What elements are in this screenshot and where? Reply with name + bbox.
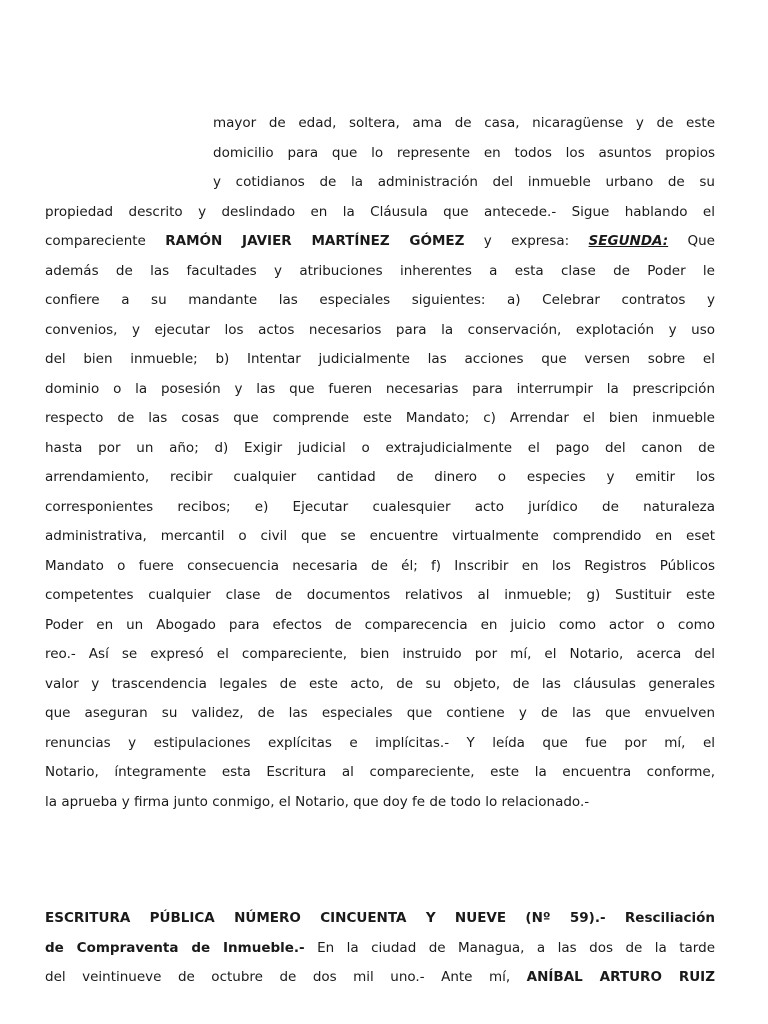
notary-name: ANÍBAL ARTURO RUIZ [526, 969, 715, 985]
text-line: Poder en un Abogado para efectos de comparecencia en juicio como actor o como [45, 617, 715, 633]
text-line: valor y trascendencia legales de este acto, de su objeto, de las cláusulas generales [45, 676, 715, 692]
text-fragment: y expresa: [483, 233, 570, 249]
text-fragment: compareciente [45, 233, 146, 249]
deed-heading-title: de Compraventa de Inmueble.- [45, 940, 305, 956]
text-line: mayor de edad, soltera, ama de casa, nicaragüense y de este [213, 115, 715, 131]
text-line: administrativa, mercantil o civil que se encuentre virtualmente comprendido en eset [45, 528, 715, 544]
text-line: convenios, y ejecutar los actos necesarios para la conservación, explotación y uso [45, 322, 715, 338]
text-line: renuncias y estipulaciones explícitas e implícitas.- Y leída que fue por mí, el [45, 735, 715, 751]
text-fragment: Que [687, 233, 715, 249]
text-line: respecto de las cosas que comprende este Mandato; c) Arrendar el bien inmueble [45, 410, 715, 426]
text-line-last: la aprueba y firma junto conmigo, el Notario, que doy fe de todo lo relacionado.- [45, 794, 590, 810]
text-fragment: En la ciudad de Managua, a las dos de la tarde [317, 940, 715, 956]
text-line: hasta por un año; d) Exigir judicial o extrajudicialmente el pago del canon de [45, 440, 715, 456]
text-line: Notario, íntegramente esta Escritura al compareciente, este la encuentra conforme, [45, 764, 715, 780]
text-line: que aseguran su validez, de las especiales que contiene y de las que envuelven [45, 705, 715, 721]
text-line: competentes cualquier clase de documentos relativos al inmueble; g) Sustituir este [45, 587, 715, 603]
text-line-compareciente [45, 230, 715, 252]
text-line: además de las facultades y atribuciones inherentes a esta clase de Poder le [45, 263, 715, 279]
clause-heading-segunda: SEGUNDA: [588, 233, 669, 249]
text-line: y cotidianos de la administración del inmueble urbano de su [213, 174, 715, 190]
text-line: domicilio para que lo represente en todos los asuntos propios [213, 145, 715, 161]
text-line: reo.- Así se expresó el compareciente, bien instruido por mí, el Notario, acerca del [45, 646, 715, 662]
text-fragment: del veintinueve de octubre de dos mil uno.- Ante mí, [45, 969, 511, 985]
text-line: confiere a su mandante las especiales siguientes: a) Celebrar contratos y [45, 292, 715, 308]
text-line: del bien inmueble; b) Intentar judicialmente las acciones que versen sobre el [45, 351, 715, 367]
text-line [45, 966, 715, 988]
text-line [45, 937, 715, 959]
text-line: Mandato o fuere consecuencia necesaria de él; f) Inscribir en los Registros Públicos [45, 558, 715, 574]
text-line: propiedad descrito y deslindado en la Cláusula que antecede.- Sigue hablando el [45, 204, 715, 220]
text-line: corresponientes recibos; e) Ejecutar cualesquier acto jurídico de naturaleza [45, 499, 715, 515]
deed-heading-line: ESCRITURA PÚBLICA NÚMERO CINCUENTA Y NUEVE (Nº 59).- Resciliación [45, 910, 715, 926]
text-line: arrendamiento, recibir cualquier cantidad de dinero o especies y emitir los [45, 469, 715, 485]
text-line: dominio o la posesión y las que fueren necesarias para interrumpir la prescripción [45, 381, 715, 397]
compareciente-name: RAMÓN JAVIER MARTÍNEZ GÓMEZ [165, 233, 465, 249]
